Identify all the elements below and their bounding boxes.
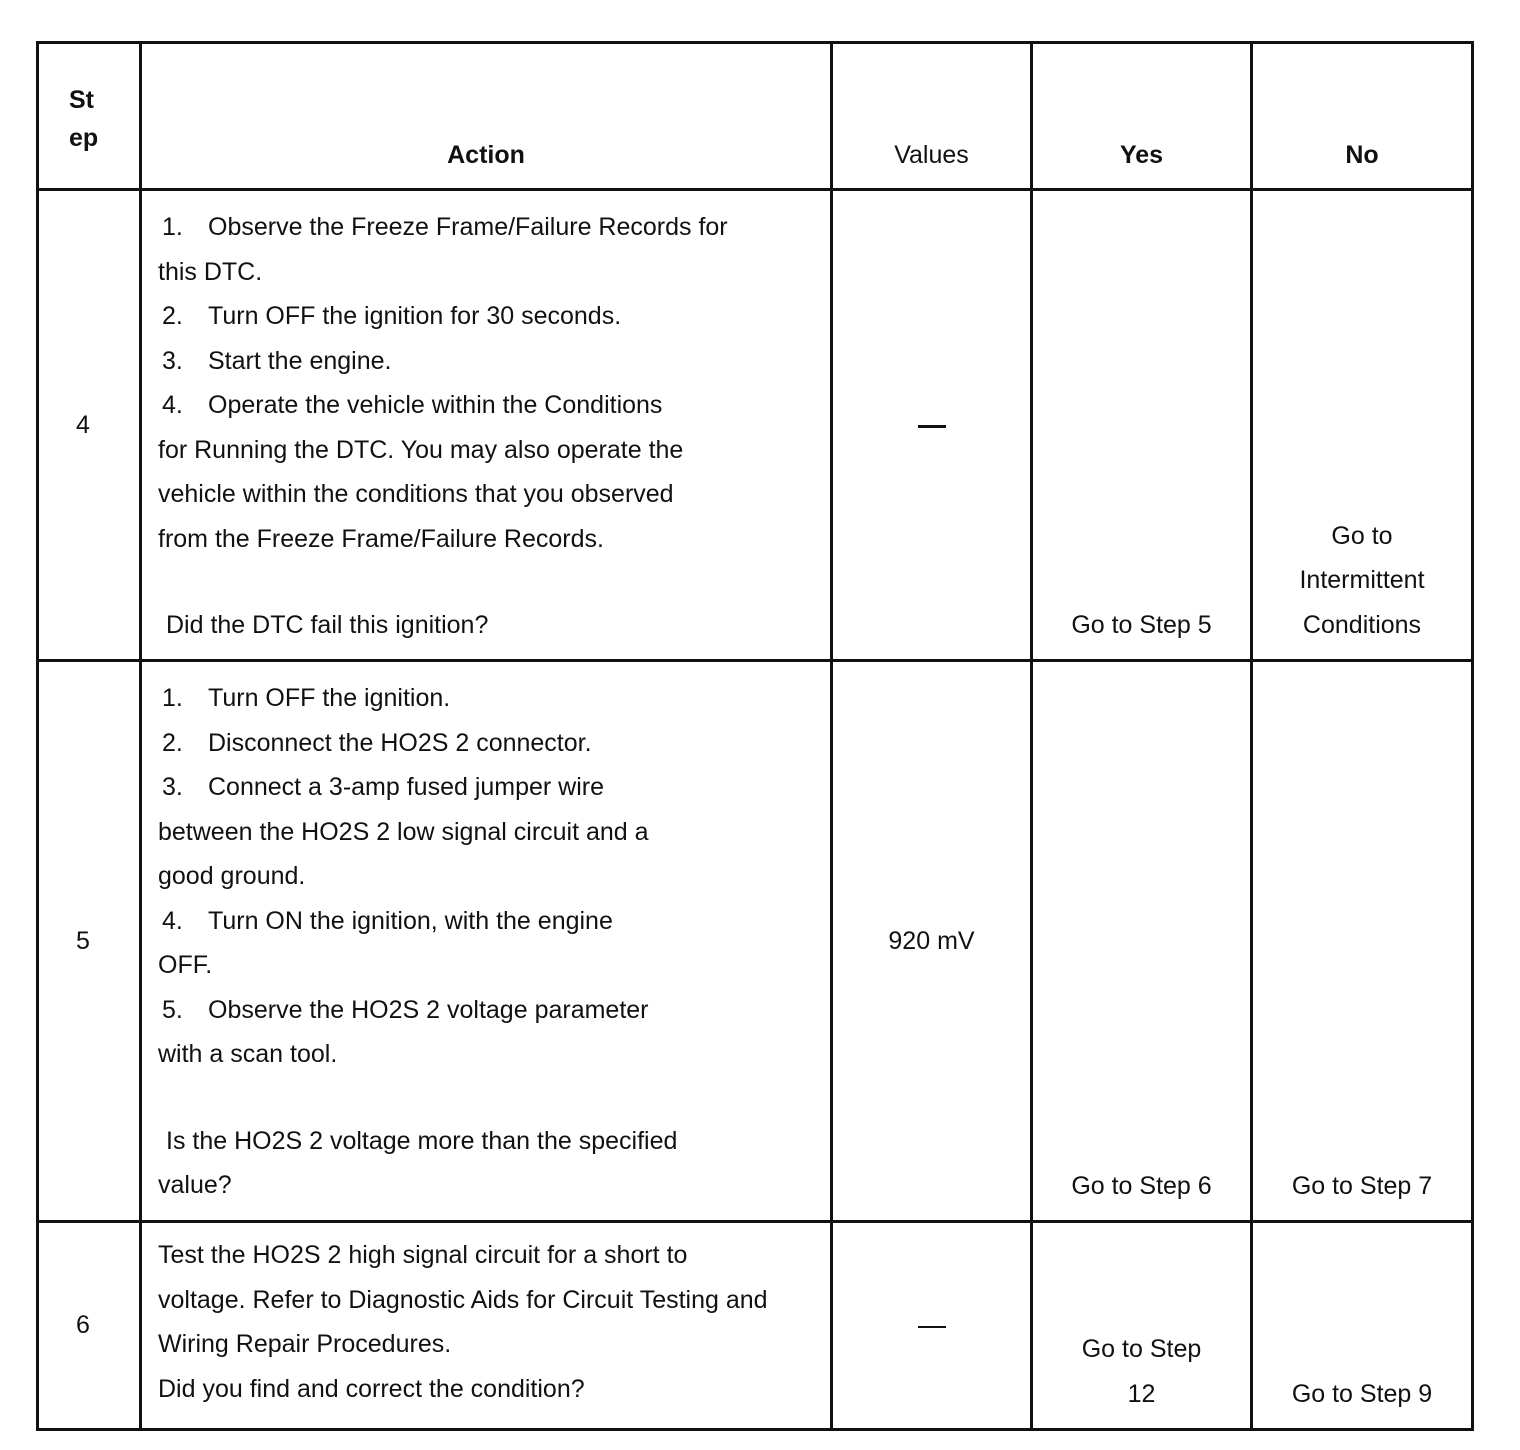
values-cell	[832, 190, 1032, 661]
action-line: 3. Connect a 3-amp fused jumper wire	[162, 773, 605, 801]
values-cell: 920 mV	[832, 661, 1032, 1222]
action-line: vehicle within the conditions that you observed	[158, 480, 674, 508]
no-cell: Go to Intermittent Conditions	[1252, 190, 1473, 661]
action-question: Is the HO2S 2 voltage more than the specified	[166, 1126, 678, 1155]
action-line: good ground.	[158, 862, 306, 890]
action-line: this DTC.	[158, 257, 263, 286]
no-cell: Go to Step 7	[1252, 661, 1473, 1222]
action-question: value?	[158, 1171, 232, 1199]
yes-cell: Go to Step 6	[1032, 661, 1252, 1222]
header-action: Action	[141, 43, 832, 190]
action-line: 5. Observe the HO2S 2 voltage parameter	[162, 995, 649, 1024]
action-line: 4. Turn ON the ignition, with the engine	[162, 906, 613, 935]
action-line: Test the HO2S 2 high signal circuit for a short to	[158, 1241, 688, 1269]
action-line: for Running the DTC. You may also operate the	[158, 435, 684, 464]
action-line: OFF.	[158, 951, 213, 979]
step-number: 4	[38, 190, 141, 661]
table-row-step-4	[38, 190, 1473, 661]
action-line: 4. Operate the vehicle within the Conditions	[162, 391, 663, 419]
table-row-step-6	[38, 1222, 1473, 1430]
action-line: from the Freeze Frame/Failure Records.	[158, 524, 604, 553]
action-line: Did you find and correct the condition?	[158, 1374, 585, 1403]
values-cell	[832, 1222, 1032, 1430]
table-row-step-5	[38, 661, 1473, 1222]
dash-icon	[918, 1326, 946, 1328]
action-line: 2. Disconnect the HO2S 2 connector.	[162, 728, 592, 757]
action-line: with a scan tool.	[158, 1040, 338, 1068]
header-step	[38, 43, 141, 190]
action-line: 3. Start the engine.	[162, 346, 392, 375]
header-row	[38, 43, 1473, 190]
action-line: 1. Observe the Freeze Frame/Failure Records for	[162, 213, 728, 241]
step-number: 5	[38, 661, 141, 1222]
action-line: voltage. Refer to Diagnostic Aids for Circuit Testing and	[158, 1285, 768, 1314]
no-cell: Go to Step 9	[1252, 1222, 1473, 1430]
action-line: 2. Turn OFF the ignition for 30 seconds.	[162, 302, 622, 330]
action-question: Did the DTC fail this ignition?	[166, 611, 489, 639]
yes-cell: Go to Step 12	[1032, 1222, 1252, 1430]
header-values: Values	[832, 43, 1032, 190]
dash-icon	[918, 425, 946, 428]
step-number: 6	[38, 1222, 141, 1430]
header-no: No	[1252, 43, 1473, 190]
header-step-line-1: St	[69, 86, 94, 114]
diagnostic-table	[36, 41, 1474, 1431]
action-line: Wiring Repair Procedures.	[158, 1330, 452, 1358]
action-line: 1. Turn OFF the ignition.	[162, 684, 451, 712]
action-cell	[141, 661, 832, 1222]
header-step-line-2: ep	[69, 124, 99, 152]
action-line: between the HO2S 2 low signal circuit and a	[158, 817, 649, 846]
action-cell	[141, 1222, 832, 1430]
action-cell	[141, 190, 832, 661]
yes-cell: Go to Step 5	[1032, 190, 1252, 661]
header-yes: Yes	[1032, 43, 1252, 190]
